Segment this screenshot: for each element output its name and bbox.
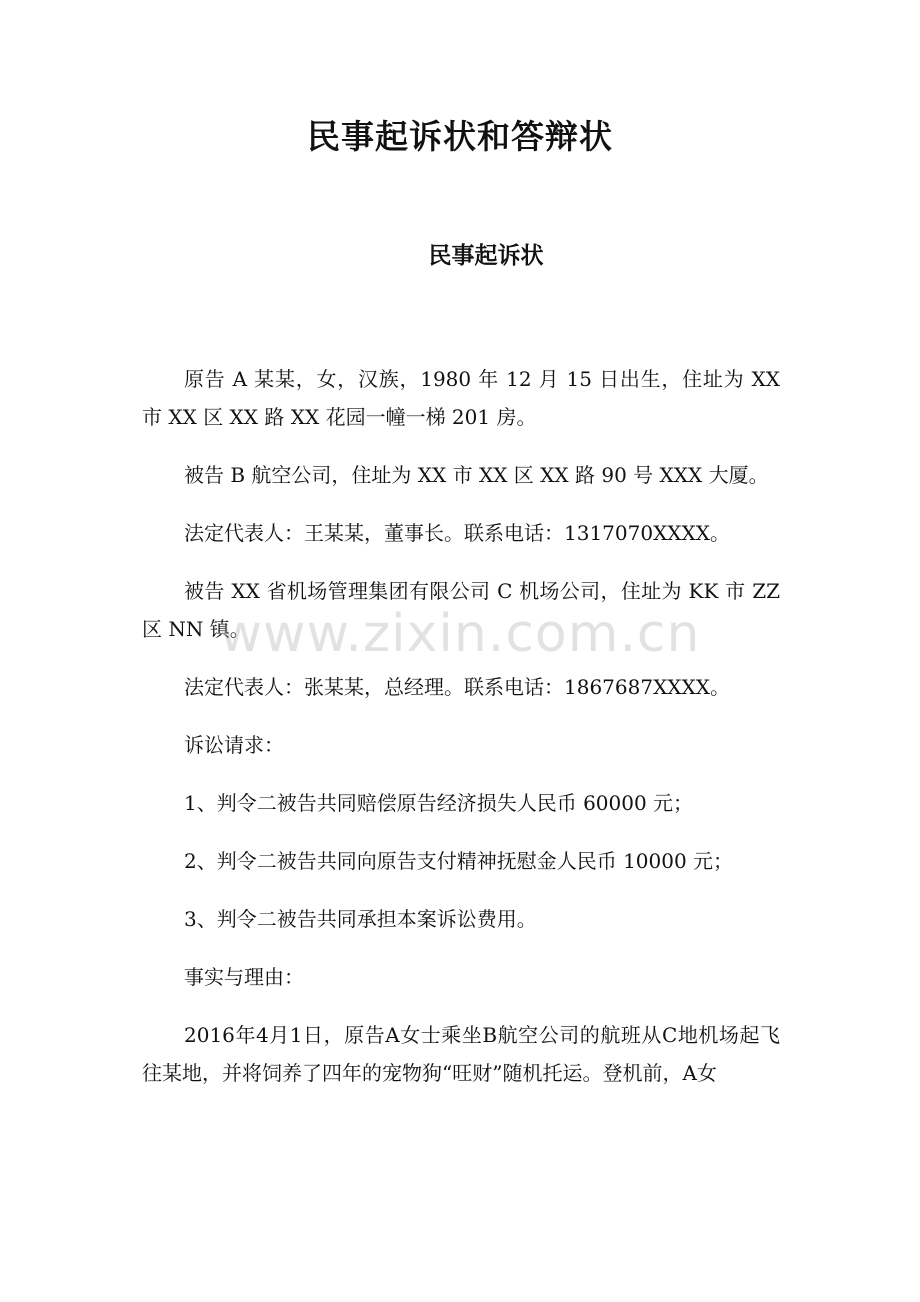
paragraph-facts-heading: 事实与理由： (184, 965, 304, 989)
paragraph-defendant-c: 被告 XX 省机场管理集团有限公司 C 机场公司，住址为 KK 市 ZZ 区 NN 镇。 (142, 579, 780, 641)
watermark: www.zixin.com.cn (219, 604, 701, 664)
document-body (142, 360, 780, 1092)
section-title: 民事起诉状 (428, 242, 544, 269)
paragraph-claim-3: 3、判令二被告共同承担本案诉讼费用。 (184, 907, 537, 931)
paragraph-claim-1: 1、判令二被告共同赔偿原告经济损失人民币 60000 元； (184, 791, 694, 815)
paragraph-plaintiff: 原告 A 某某，女，汉族，1980 年 12 月 15 日出生，住址为 XX 市 XX 区 XX 路 XX 花园一幢一梯 201 房。 (142, 367, 780, 429)
paragraph-claims-heading: 诉讼请求： (184, 733, 284, 757)
paragraph-claim-2: 2、判令二被告共同向原告支付精神抚慰金人民币 10000 元； (184, 849, 734, 873)
paragraph-defendant-b: 被告 B 航空公司，住址为 XX 市 XX 区 XX 路 90 号 XXX 大厦。 (184, 463, 769, 487)
paragraph-legal-rep-b: 法定代表人：王某某，董事长。联系电话：1317070XXXX。 (184, 521, 731, 545)
paragraph-legal-rep-c: 法定代表人：张某某，总经理。联系电话：1867687XXXX。 (184, 675, 731, 699)
document-title: 民事起诉状和答辩状 (307, 117, 613, 156)
paragraph-facts-body: 2016年4月1日，原告A女士乘坐B航空公司的航班从C地机场起飞往某地，并将饲养了四年的宠物狗“旺财”随机托运。登机前，A女 (142, 1023, 780, 1085)
